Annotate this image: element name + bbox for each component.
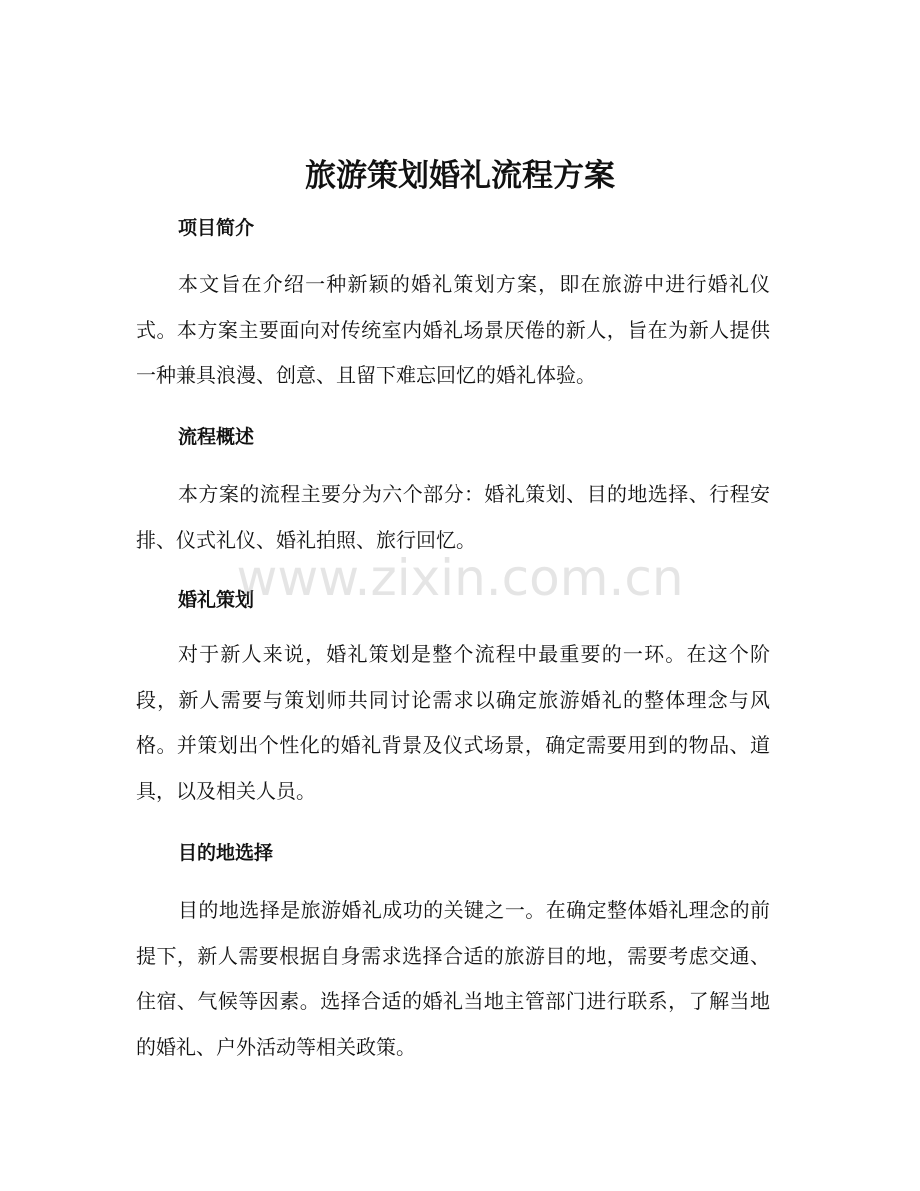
- section-heading-overview: 流程概述: [178, 426, 255, 448]
- watermark-text: www.zixin.com.cn: [236, 549, 684, 607]
- section-heading-intro: 项目简介: [178, 217, 255, 239]
- section-heading-destination: 目的地选择: [178, 842, 274, 864]
- section-paragraph-overview: 本方案的流程主要分为六个部分：婚礼策划、目的地选择、行程安排、仪式礼仪、婚礼拍照、旅行回忆。: [136, 482, 770, 552]
- section-paragraph-intro: 本文旨在介绍一种新颖的婚礼策划方案，即在旅游中进行婚礼仪式。本方案主要面向对传统室内婚礼场景厌倦的新人，旨在为新人提供一种兼具浪漫、创意、且留下难忘回忆的婚礼体验。: [136, 272, 770, 387]
- section-heading-planning: 婚礼策划: [178, 589, 255, 611]
- section-paragraph-planning: 对于新人来说，婚礼策划是整个流程中最重要的一环。在这个阶段，新人需要与策划师共同讨论需求以确定旅游婚礼的整体理念与风格。并策划出个性化的婚礼背景及仪式场景，确定需要用到的物品、道具，以及相关人员。: [136, 642, 770, 803]
- document-title: 旅游策划婚礼流程方案: [305, 158, 615, 194]
- section-paragraph-destination: 目的地选择是旅游婚礼成功的关键之一。在确定整体婚礼理念的前提下，新人需要根据自身需求选择合适的旅游目的地，需要考虑交通、住宿、气候等因素。选择合适的婚礼当地主管部门进行联系，了解当地的婚礼、户外活动等相关政策。: [136, 898, 770, 1059]
